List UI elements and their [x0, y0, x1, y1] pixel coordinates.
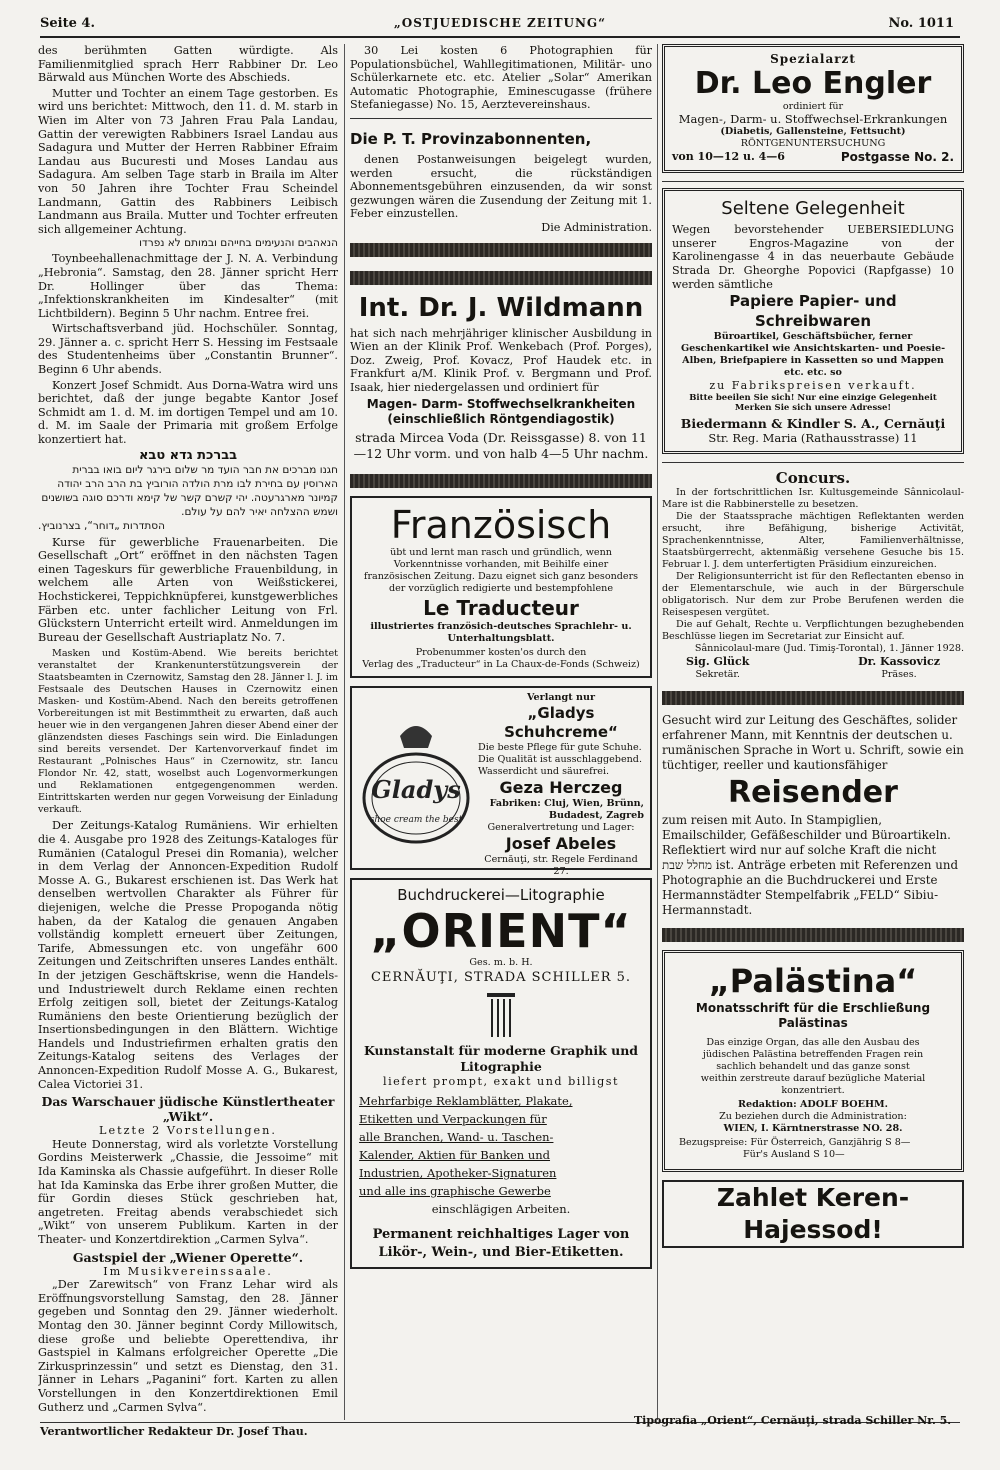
ad-engler-xray: RÖNTGENUNTERSUCHUNG — [740, 138, 886, 150]
ad-wildmann — [350, 293, 652, 462]
article-katalog: Der Zeitungs-Katalog Rumäniens. Wir erhielten die 4. Ausgabe pro 1928 des Zeitungs-Kataloges für Rumänien (Catalogul Presei din Romania), welcher in dem Verlag der Annoncen-Expedition Rudolf Mosse A. G., Bukarest erschienen ist. Das Werk hat denselben wertvollen Charakter als Führer für diejenigen, welche die Presse Propoganda nötig haben, da der Katalog die genauen Angaben vollständig komplett erneuert über Zeitungen, Tarife, Abmessungen etc. von ungefähr 600 Zeitungen und Zeitschriften unseres Landes enthält. In der jetzigen Geschäftskrise, wenn die Handels- und Industriewelt durch Reklame einen rechten Erfolg zeitigen soll, bietet der Zeitungs-Katalog Rumäniens den beste Orientierung bezüglich der Insertionsbedingungen in den Blättern. Wichtige Handels und Industriefirmen erhalten gratis den Zeitungs-Katalog seitens des Verlages der Annoncen-Expedition Rudolf Mosse A. G., Bukarest, Calea Victoriei 31. — [38, 819, 338, 1091]
ad-orient-services — [359, 1092, 643, 1218]
page-header — [0, 0, 1000, 40]
article-landau: Mutter und Tochter an einem Tage gestorben. Es wird uns berichtet: Mittwoch, den 11. d. M. starb in Wien im Alter von 73 Jahren Frau Pala Landau, Gattin der verewigten Rabbiners Israel Landau aus Sadagura und Mutter der Herren Rabbiner Efraim Landau aus Bucuresti und Moses Landau aus Sadagura. Am selben Tage starb in Braila im Alter von 50 Jahren ihre Tochter Frau Scheindel Landmann, Gattin des Rabbiners Leibisch Landmann aus Braila. Mutter und Tochter erfreuten sich allgemeiner Achtung. — [38, 86, 338, 236]
ad-reisender-details: zum reisen mit Auto. In Stampiglien, Emailschilder, Gefäßeschilder und Büroartikeln. Reflektiert wird nur auf solche Kraft die nicht מחלל שבת ist. Anträge erbeten mit Referenzen und Photographie an die Buchdruckerei und Erste Hermannstädter Stempelfabrik „FELD“ Sibiu-Hermannstadt. — [662, 812, 959, 917]
concurs-text: Der Religionsunterricht ist für den Reflectanten ebenso in der Elementarschule, wie auch in der Bürgerschule obligatorisch. Nur dem zur Probe Berufenen werden die Reisespesen vergütet. — [662, 571, 964, 619]
ad-gladys-intro: Verlangt nur — [526, 691, 596, 703]
ad-gladys-agent: Josef Abeles — [505, 833, 617, 853]
column-ornament-icon — [481, 991, 521, 1039]
ad-orient-prompt: liefert prompt, exakt und billigst — [383, 1074, 619, 1088]
ad-photo: 30 Lei kosten 6 Photographien für Populationsbüchel, Wahllegitimationen, Militär- uno Schülerkarnete etc. etc. Atelier „Solar“ Amerikan Automatic Photographie, Eminescugasse (frühere Stefaniegasse) No. 15, Aerztevereinshaus. — [350, 44, 652, 112]
issue-number: No. 1011 — [888, 16, 954, 31]
ad-palaestina-text: Das einzige Organ, das alle den Ausbau des jüdischen Palästina betreffenden Fragen rein sachlich behandelt und das ganze sonst weithin zerstreute darauf bezügliche Material konzentriert. — [700, 1036, 926, 1096]
separator-bar — [350, 271, 652, 285]
ad-gladys-text: Die beste Pflege für gute Schuhe. Die Qualität ist ausschlaggebend. Wasserdicht und säurefrei. — [478, 741, 642, 777]
article-wirtschaftsverband: Wirtschaftsverband jüd. Hochschüler. Sonntag, 29. Jänner a. c. spricht Herr S. Hessing im Festsaale des Studentenheims über „Constantin Brunner“. Beginn 6 Uhr abends. — [38, 322, 338, 377]
ad-palaestina-address: WIEN, I. Kärntnerstrasse NO. 28. — [723, 1122, 903, 1134]
article-masken: Masken und Kostüm-Abend. Wie bereits berichtet veranstaltet der Krankenunterstützungsverein der Staatsbeamten in Czernowitz, Samstag den 28. Jänner l. J. im Festsaale des Deutschen Hauses in Czernowitz einen Masken- und Kostüm-Abend. Nach den bereits getroffenen Vorbereitungen ist mit Bestimmtheit zu erwarten, daß auch heuer wie in den vergangenen Jahren dieser Abend einer der glänzendsten dieses Faschings sein wird. Die Einladungen sind bereits versendet. Der Kartenvorverkauf findet im Restaurant „Polnisches Haus“ in Czernowitz, str. Iancu Flondor Nr. 42, statt, woselbst auch Logenvormerkungen und Reklamationen entgegengenommen werden. Eintrittskarten werden nur gegen Vorweisung der Einladung verkauft. — [38, 648, 338, 816]
concurs-signature — [858, 655, 940, 681]
ad-gladys-agency: Generalvertretung und Lager: — [487, 821, 635, 833]
notice-signature: Die Administration. — [541, 220, 652, 234]
separator-bar — [662, 928, 964, 942]
separator — [662, 181, 964, 182]
ad-gladys — [350, 686, 652, 877]
ad-engler — [662, 44, 964, 173]
service-line: Etiketten und Verpackungen für — [359, 1112, 547, 1127]
ad-biedermann-text: Wegen bevorstehender UEBERSIEDLUNG unserer Engros-Magazine von der Karolinengasse 4 in das neuerbaute Gebäude Strada Dr. Gheorghe Popovici (Rapfgasse) 10 werden sämtliche — [672, 223, 954, 291]
ad-gladys-text-block — [478, 692, 644, 878]
ad-traducteur — [350, 496, 652, 678]
ad-biedermann-firm: Biedermann & Kindler S. A., Cernăuţi — [680, 415, 946, 431]
concurs-heading: Concurs. — [775, 469, 851, 488]
notice-concurs — [662, 469, 964, 681]
ad-reisender-headline: Reisender — [728, 774, 898, 810]
footer-editor: Verantwortlicher Redakteur Dr. Josef Thau. — [40, 1425, 308, 1438]
service-line: Mehrfarbige Reklamblätter, Plakate, — [359, 1094, 573, 1109]
ad-engler-diseases: (Diabetis, Gallensteine, Fettsucht) — [720, 126, 906, 138]
ad-engler-name: Dr. Leo Engler — [694, 65, 932, 101]
ad-biedermann-address: Str. Reg. Maria (Rathausstrasse) 11 — [708, 430, 918, 445]
ad-wildmann-address: strada Mircea Voda (Dr. Reissgasse) 8. von 11—12 Uhr vorm. und von halb 4—5 Uhr nachm. — [353, 429, 649, 461]
service-line: Industrien, Apotheker-Signaturen — [359, 1166, 557, 1181]
concurs-signature — [686, 655, 749, 681]
column-ads-middle — [350, 44, 652, 1420]
ad-palaestina — [662, 950, 964, 1172]
hebrew-heading: בברכת גדא טבא — [138, 447, 238, 463]
ad-biedermann-prices: zu Fabrikspreisen verkauft. — [709, 379, 917, 393]
ad-biedermann — [662, 188, 964, 454]
concurs-text: Die der Staatssprache mächtigen Reflektanten werden ersucht, ihre Befähigung, bisherige Activität, Sprachenkenntnisse, Alter, Familienverhältnisse, Staatsbürgerrecht, aktenmäßig versehene Gesuche bis 15. Februar l. J. dem unterfertigten Präsidium einzureichen. — [662, 511, 964, 571]
ad-palaestina-editor: Redaktion: ADOLF BOEHM. — [738, 1098, 888, 1110]
ad-wildmann-text: hat sich nach mehrjähriger klinischer Ausbildung in Wien an der Klinik Prof. Wenkebach (Prof. Porges), Doz. Zweig, Prof. Kovacz, Prof Haudek etc. in Frankfurt a/M. Klinik Prof. v. Bergmann und Prof. Isaak, hier niedergelassen und ordiniert für — [350, 326, 652, 394]
crown-icon — [400, 726, 432, 748]
gladys-logo — [360, 706, 472, 856]
ad-traducteur-verlag: Verlag des „Traducteur“ in La Chaux-de-Fonds (Schweiz) — [362, 658, 640, 670]
ad-engler-specialty: Magen-, Darm- u. Stoffwechsel-Erkrankungen — [678, 111, 948, 126]
concurs-role: Sekretär. — [695, 668, 740, 680]
article-konzert: Konzert Josef Schmidt. Aus Dorna-Watra wird uns berichtet, daß der junge begabte Kantor Josef Schmidt am 1. d. M. im dortigen Tempel und am 10. d. M. im Saale der Primaria mit großem Erfolge konzertiert hat. — [38, 378, 338, 447]
separator-bar — [350, 474, 652, 488]
notice-text: denen Postanweisungen beigelegt wurden, werden ersucht, die rückständigen Abonnementsgebühren einzusenden, da wir sonst gezwungen wären die Zusendung der Zeitung mit 1. Feber einzustellen. — [350, 152, 652, 221]
ad-gladys-address: Cernăuţi, str. Regele Ferdinand 27. — [484, 853, 638, 877]
concurs-signer: Dr. Kassovicz — [858, 655, 940, 669]
newspaper-title: „OSTJUEDISCHE ZEITUNG“ — [393, 16, 607, 30]
ad-orient-heading: Buchdruckerei—Litographie — [397, 885, 605, 904]
separator — [350, 118, 652, 119]
ad-biedermann-note: Bitte beeilen Sie sich! Nur eine einzige Gelegenheit Merken Sie sich unsere Adresse! — [689, 392, 937, 413]
ad-biedermann-heading: Seltene Gelegenheit — [721, 198, 905, 220]
ad-reisender — [662, 713, 964, 918]
service-line: Kalender, Aktien für Banken und — [359, 1148, 551, 1163]
ad-traducteur-probe: Probenummer kosten'os durch den — [415, 646, 587, 658]
heading-wikt: Das Warschauer jüdische Künstlertheater „Wikt“. — [41, 1094, 335, 1125]
ad-traducteur-title: Le Traducteur — [423, 595, 579, 620]
ad-palaestina-price: Bezugspreise: Für Österreich, Ganzjährig S 8— — [679, 1136, 911, 1148]
ad-orient-address: CERNĂUŢI, STRADA SCHILLER 5. — [370, 969, 632, 985]
ad-orient-kunst: Kunstanstalt für moderne Graphik und Litographie — [363, 1042, 639, 1074]
ad-gladys-firm: Geza Herczeg — [499, 777, 623, 797]
ad-wildmann-name: Int. Dr. J. Wildmann — [358, 292, 644, 323]
ad-orient-stock: Permanent reichhaltiges Lager von Likör-, Wein-, und Bier-Etiketten. — [372, 1227, 630, 1261]
subheading-operette: Im Musikvereinssaale. — [103, 1264, 273, 1278]
article-hebronia: Toynbeehallenachmittage der J. N. A. Verbindung „Hebronia“. Samstag, den 28. Jänner spricht Herr Dr. Hollinger über das Thema: „Infektionskrankheiten im Kindesalter“ (mit Lichtbildern). Beginn 5 Uhr nachm. Entree frei. — [38, 252, 338, 320]
ad-wildmann-specialty: Magen- Darm- Stoffwechselkrankheiten (einschließlich Röntgendiagostik) — [366, 396, 636, 426]
ad-palaestina-subtitle: Monatsschrift für die Erschließung Palästinas — [695, 1000, 931, 1030]
heading-operette: Gastspiel der „Wiener Operette“. — [72, 1249, 304, 1265]
ad-orient-gmbh: Ges. m. b. H. — [469, 956, 533, 968]
concurs-signatures — [662, 655, 964, 681]
footer-printer: Tipografia „Orient“, Cernăuţi, strada Schiller Nr. 5. — [634, 1414, 952, 1427]
column-ads-right — [662, 44, 964, 1426]
subheading-wikt: Letzte 2 Vorstellungen. — [99, 1124, 277, 1138]
concurs-role: Präses. — [881, 668, 917, 680]
ornament — [359, 991, 643, 1039]
ad-traducteur-sub: illustriertes französich-deutsches Sprachlehr- u. Unterhaltungsblatt. — [370, 620, 632, 644]
header-rule — [40, 36, 960, 38]
ad-orient-name: „ORIENT“ — [370, 903, 632, 958]
separator — [662, 462, 964, 463]
notice-heading: Die P. T. Provinzabonnenten, — [350, 129, 592, 148]
article-operette: „Der Zarewitsch“ von Franz Lehar wird als Eröffnungsvorstellung Samstag, den 28. Jänner gegeben und Sonntag den 29. Jänner wiederholt. Montag den 30. Jänner beginnt Cordy Millowitsch, diese große und beliebte Operettendiva, ihr Gastspiel in Kalmans erfolgreicher Operette „Die Zirkusprinzessin“ und setzt es Dienstag, den 31. Jänner in Lehars „Paganini“ fort. Karten zu allen Vorstellungen in den Konzertdirektionen Emil Gutherz und „Carmen Sylva“. — [38, 1278, 338, 1412]
concurs-date: Sânnicolaul-mare (Jud. Timiş-Torontal), 1. Jänner 1928. — [694, 643, 964, 655]
ad-palaestina-title: „Palästina“ — [708, 961, 918, 1000]
separator-bar — [662, 691, 964, 705]
ad-biedermann-list: Büroartikel, Geschäftsbücher, ferner Geschenkartikel wie Ansichtskarten- und Poesie-Alben, Briefpapiere in Kassetten so und Mappen etc. etc. so — [680, 331, 946, 379]
article-wikt: Heute Donnerstag, wird als vorletzte Vorstellung Gordins Meisterwerk „Chassie, die Jessoime“ mit Ida Kaminska als Chassie aufgeführt. In dieser Rolle hat Ida Kaminska das Erbe ihrer großen Mutter, die für Gordin dieses Stück geschrieben hat, angetreten. Freitag abends verabschiedet sich „Wikt“ von unserem Publikum. Karten in der Theater- und Konzertdirektion „Carmen Sylva“. — [38, 1137, 338, 1246]
ad-palaestina-order: Zu beziehen durch die Administration: — [719, 1110, 907, 1122]
ad-engler-address: Postgasse No. 2. — [840, 150, 954, 165]
service-line: und alle ins graphische Gewerbe — [359, 1184, 551, 1199]
concurs-text: In der fortschrittlichen Isr. Kultusgemeinde Sânnicolaul-Mare ist die Rabbinerstelle zu besetzen. — [662, 487, 964, 511]
ad-traducteur-headline: Französisch — [390, 502, 612, 547]
service-line: alle Branchen, Wand- u. Taschen- — [359, 1130, 554, 1145]
ad-reisender-text: Gesucht wird zur Leitung des Geschäftes, solider erfahrener Mann, mit Kenntnis der deutschen u. rumänischen Sprache in Wort u. Schrift, sowie ein tüchtiger, reeller und kautionsfähiger — [662, 712, 964, 772]
separator-bar — [350, 243, 652, 257]
service-line: einschlägigen Arbeiten. — [431, 1202, 571, 1217]
notice-provinz — [350, 129, 652, 235]
ad-engler-ordiniert: ordiniert für — [782, 100, 844, 112]
ad-engler-tag: Spezialarzt — [770, 52, 856, 66]
article-text: des berühmten Gatten würdigte. Als Familienmitglied sprach Herr Rabbiner Dr. Leo Bärwald aus München Worte des Abschieds. — [38, 44, 338, 85]
article-kurse: Kurse für gewerbliche Frauenarbeiten. Die Gesellschaft „Ort“ eröffnet in den nächsten Tagen einen Tageskurs für gewerbliche Frauenbildung, in welchem alle Arten von Weißstickerei, Hochstickerei, Teppichknüpferei, kunstgewerbliches Färben etc. unter fachlicher Leitung von Frl. Glückstern Unterricht erteilt wird. Anmeldungen im Bureau der Gesellschaft Austriaplatz No. 7. — [38, 535, 338, 644]
ad-biedermann-headline: Papiere Papier- und Schreibwaren — [729, 292, 897, 331]
gladys-logo-tagline: shoe cream the best — [369, 814, 463, 825]
hebrew-greeting: חגנו מברכים את חבר הועד מר שלום בירגר ליום בואו בברית הארוסין עם בחירת לבו מרת הולדה הורוביץ בת הרב הרב יהודה קמיונר מארגרעטה. יהי קשרם קשר של קימא ודרכם סוגה בשושנים ושמש ההצלחה יאיר להם על עולם. — [41, 463, 338, 518]
ad-traducteur-text: übt und lernt man rasch und gründlich, wenn Vorkenntnisse vorhanden, mit Beihilfe einer französischen Zeitung. Dazu eignet sich ganz besonders der vorzüglich redigierte und bestempfohlene — [363, 546, 639, 594]
ad-keren-hajessod: Zahlet Keren-Hajessod! — [662, 1180, 964, 1248]
ad-engler-hours: von 10—12 u. 4—6 — [672, 150, 785, 164]
concurs-text: Die auf Gehalt, Rechte u. Verpflichtungen bezughebenden Beschlüsse liegen im Secretariat zur Einsicht auf. — [662, 619, 964, 643]
page-number: Seite 4. — [40, 16, 95, 31]
column-news — [38, 44, 338, 1412]
ad-palaestina-price: Für's Ausland S 10— — [743, 1148, 845, 1160]
hebrew-verse: הנאהבים והנעימים בחייהם ובמותם לא נפרדו — [139, 237, 338, 250]
ad-gladys-headline: „Gladys Schuhcreme“ — [504, 703, 618, 741]
concurs-signer: Sig. Glück — [686, 655, 750, 669]
column-divider — [657, 44, 658, 1420]
ad-gladys-factories: Fabriken: Cluj, Wien, Brünn, Budadest, Zagreb — [489, 797, 644, 821]
column-divider — [344, 44, 345, 1420]
hebrew-signature: הסתדרות „דוחר“, בצרנוביץ. — [38, 519, 165, 532]
gladys-logo-script: Gladys — [371, 774, 461, 804]
ad-orient — [350, 878, 652, 1270]
ad-engler-footer — [672, 150, 954, 164]
